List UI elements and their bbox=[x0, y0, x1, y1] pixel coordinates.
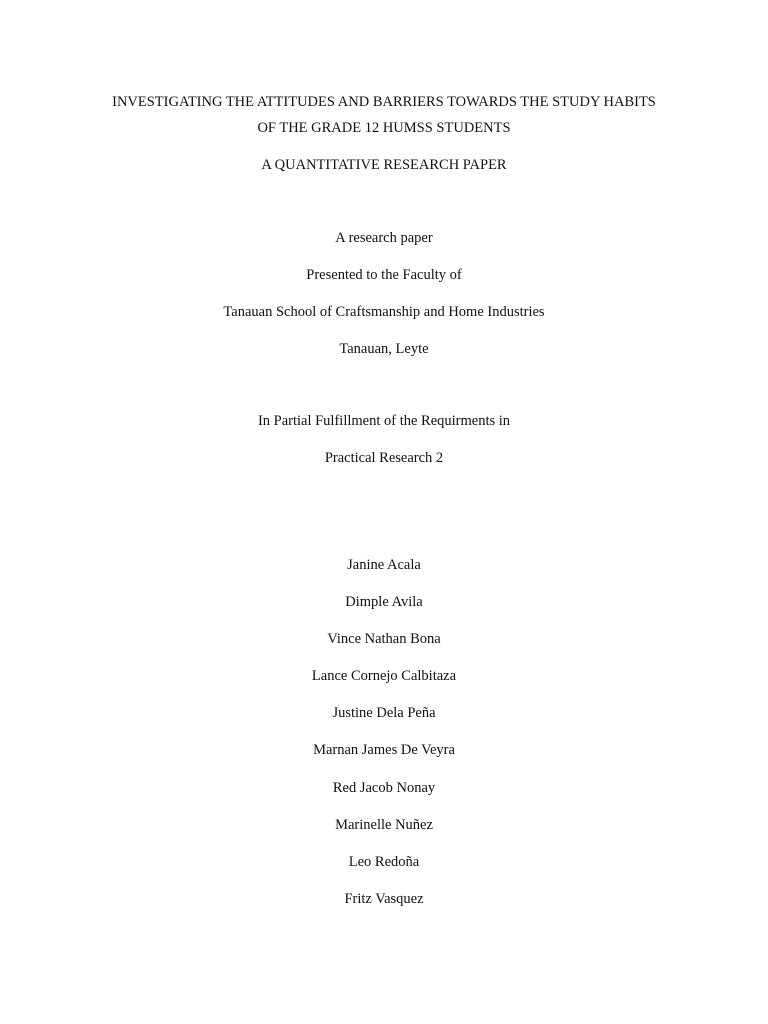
author-name: Marinelle Nuñez bbox=[335, 816, 433, 833]
author-name: Lance Cornejo Calbitaza bbox=[311, 668, 457, 685]
author-name: Leo Redoña bbox=[348, 853, 420, 870]
title-line-2: OF THE GRADE 12 HUMSS STUDENTS bbox=[257, 120, 511, 136]
author-name: Justine Dela Peña bbox=[332, 705, 436, 722]
requirement-line: In Partial Fulfillment of the Requirments in bbox=[257, 413, 511, 429]
description-line: A research paper bbox=[335, 230, 433, 246]
school-location: Tanauan, Leyte bbox=[339, 341, 429, 357]
author-name: Janine Acala bbox=[347, 557, 421, 573]
course-name: Practical Research 2 bbox=[324, 450, 444, 466]
author-name: Red Jacob Nonay bbox=[332, 779, 436, 796]
author-list bbox=[0, 556, 768, 927]
author-name: Vince Nathan Bona bbox=[327, 631, 441, 648]
author-name: Dimple Avila bbox=[345, 594, 423, 611]
school-name: Tanauan School of Craftsmanship and Home Industries bbox=[223, 304, 545, 320]
author-name: Marnan James De Veyra bbox=[313, 742, 455, 759]
description-line: Presented to the Faculty of bbox=[306, 267, 462, 283]
subtitle: A QUANTITATIVE RESEARCH PAPER bbox=[261, 157, 507, 173]
author-name: Fritz Vasquez bbox=[344, 890, 424, 907]
title-line-1: INVESTIGATING THE ATTITUDES AND BARRIERS TOWARDS THE STUDY HABITS bbox=[112, 94, 656, 110]
